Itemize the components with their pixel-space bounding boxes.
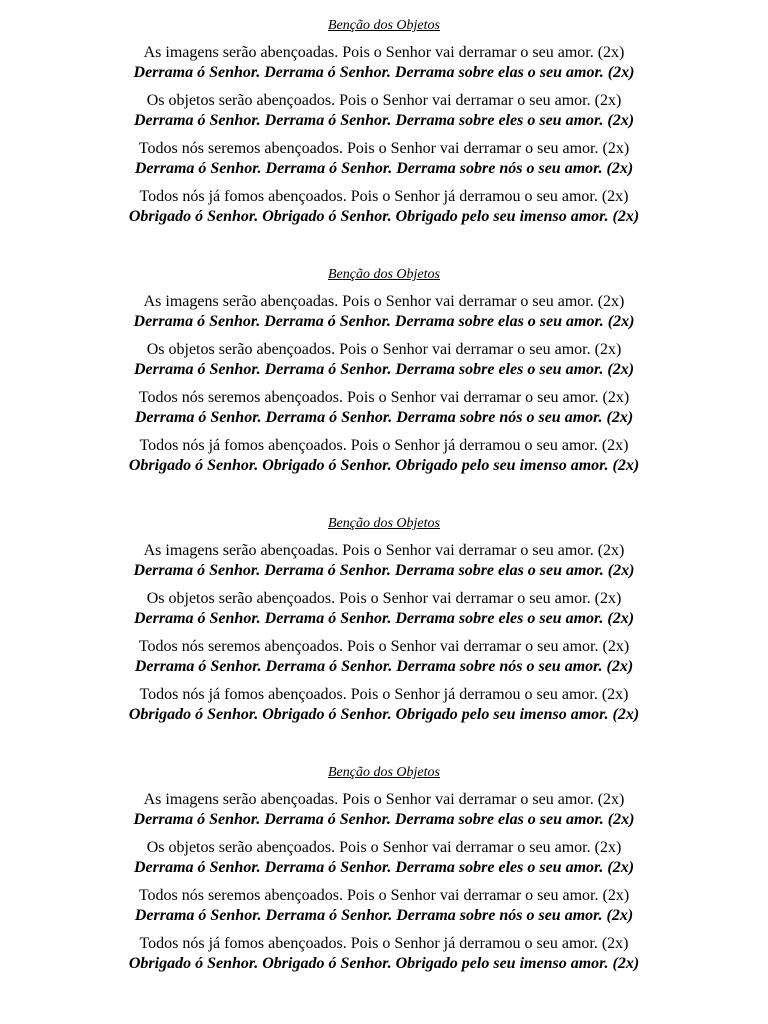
refrain-line: Obrigado ó Senhor. Obrigado ó Senhor. Obrigado pelo seu imenso amor. (2x) (128, 457, 640, 474)
stanza (0, 637, 768, 677)
refrain-line: Derrama ó Senhor. Derrama ó Senhor. Derrama sobre nós o seu amor. (2x) (134, 658, 634, 675)
verse-line: Os objetos serão abençoados. Pois o Senhor vai derramar o seu amor. (2x) (146, 590, 622, 607)
stanza (0, 838, 768, 878)
song-block (0, 266, 768, 476)
verse-line: Os objetos serão abençoados. Pois o Senhor vai derramar o seu amor. (2x) (146, 839, 622, 856)
stanza (0, 292, 768, 332)
refrain-line: Derrama ó Senhor. Derrama ó Senhor. Derrama sobre eles o seu amor. (2x) (133, 859, 635, 876)
verse-line: Todos nós já fomos abençoados. Pois o Senhor já derramou o seu amor. (2x) (139, 686, 629, 703)
stanza (0, 685, 768, 725)
stanza (0, 934, 768, 974)
verse-line: As imagens serão abençoadas. Pois o Senhor vai derramar o seu amor. (2x) (143, 542, 625, 559)
refrain-line: Derrama ó Senhor. Derrama ó Senhor. Derrama sobre elas o seu amor. (2x) (133, 562, 635, 579)
refrain-line: Obrigado ó Senhor. Obrigado ó Senhor. Obrigado pelo seu imenso amor. (2x) (128, 955, 640, 972)
refrain-line: Derrama ó Senhor. Derrama ó Senhor. Derrama sobre eles o seu amor. (2x) (133, 610, 635, 627)
song-block (0, 17, 768, 227)
refrain-line: Obrigado ó Senhor. Obrigado ó Senhor. Obrigado pelo seu imenso amor. (2x) (128, 706, 640, 723)
verse-line: As imagens serão abençoadas. Pois o Senhor vai derramar o seu amor. (2x) (143, 293, 625, 310)
song-title: Benção dos Objetos (328, 516, 440, 531)
song-title: Benção dos Objetos (328, 765, 440, 780)
refrain-line: Derrama ó Senhor. Derrama ó Senhor. Derrama sobre nós o seu amor. (2x) (134, 409, 634, 426)
verse-line: Todos nós seremos abençoados. Pois o Senhor vai derramar o seu amor. (2x) (138, 140, 630, 157)
verse-line: Todos nós seremos abençoados. Pois o Senhor vai derramar o seu amor. (2x) (138, 887, 630, 904)
song-title: Benção dos Objetos (328, 18, 440, 33)
verse-line: As imagens serão abençoadas. Pois o Senhor vai derramar o seu amor. (2x) (143, 791, 625, 808)
song-block (0, 515, 768, 725)
refrain-line: Derrama ó Senhor. Derrama ó Senhor. Derrama sobre eles o seu amor. (2x) (133, 361, 635, 378)
stanza (0, 436, 768, 476)
stanza (0, 541, 768, 581)
stanza (0, 187, 768, 227)
stanza (0, 589, 768, 629)
verse-line: Todos nós já fomos abençoados. Pois o Senhor já derramou o seu amor. (2x) (139, 935, 629, 952)
stanza (0, 43, 768, 83)
refrain-line: Derrama ó Senhor. Derrama ó Senhor. Derrama sobre elas o seu amor. (2x) (133, 313, 635, 330)
refrain-line: Obrigado ó Senhor. Obrigado ó Senhor. Obrigado pelo seu imenso amor. (2x) (128, 208, 640, 225)
verse-line: Todos nós já fomos abençoados. Pois o Senhor já derramou o seu amor. (2x) (139, 188, 629, 205)
verse-line: As imagens serão abençoadas. Pois o Senhor vai derramar o seu amor. (2x) (143, 44, 625, 61)
refrain-line: Derrama ó Senhor. Derrama ó Senhor. Derrama sobre eles o seu amor. (2x) (133, 112, 635, 129)
stanza (0, 139, 768, 179)
refrain-line: Derrama ó Senhor. Derrama ó Senhor. Derrama sobre elas o seu amor. (2x) (133, 811, 635, 828)
refrain-line: Derrama ó Senhor. Derrama ó Senhor. Derrama sobre nós o seu amor. (2x) (134, 160, 634, 177)
refrain-line: Derrama ó Senhor. Derrama ó Senhor. Derrama sobre elas o seu amor. (2x) (133, 64, 635, 81)
stanza (0, 340, 768, 380)
stanza (0, 388, 768, 428)
stanza (0, 886, 768, 926)
verse-line: Todos nós seremos abençoados. Pois o Senhor vai derramar o seu amor. (2x) (138, 389, 630, 406)
verse-line: Todos nós seremos abençoados. Pois o Senhor vai derramar o seu amor. (2x) (138, 638, 630, 655)
verse-line: Os objetos serão abençoados. Pois o Senhor vai derramar o seu amor. (2x) (146, 341, 622, 358)
stanza (0, 91, 768, 131)
song-title: Benção dos Objetos (328, 267, 440, 282)
stanza (0, 790, 768, 830)
verse-line: Todos nós já fomos abençoados. Pois o Senhor já derramou o seu amor. (2x) (139, 437, 629, 454)
verse-line: Os objetos serão abençoados. Pois o Senhor vai derramar o seu amor. (2x) (146, 92, 622, 109)
refrain-line: Derrama ó Senhor. Derrama ó Senhor. Derrama sobre nós o seu amor. (2x) (134, 907, 634, 924)
song-block (0, 764, 768, 974)
